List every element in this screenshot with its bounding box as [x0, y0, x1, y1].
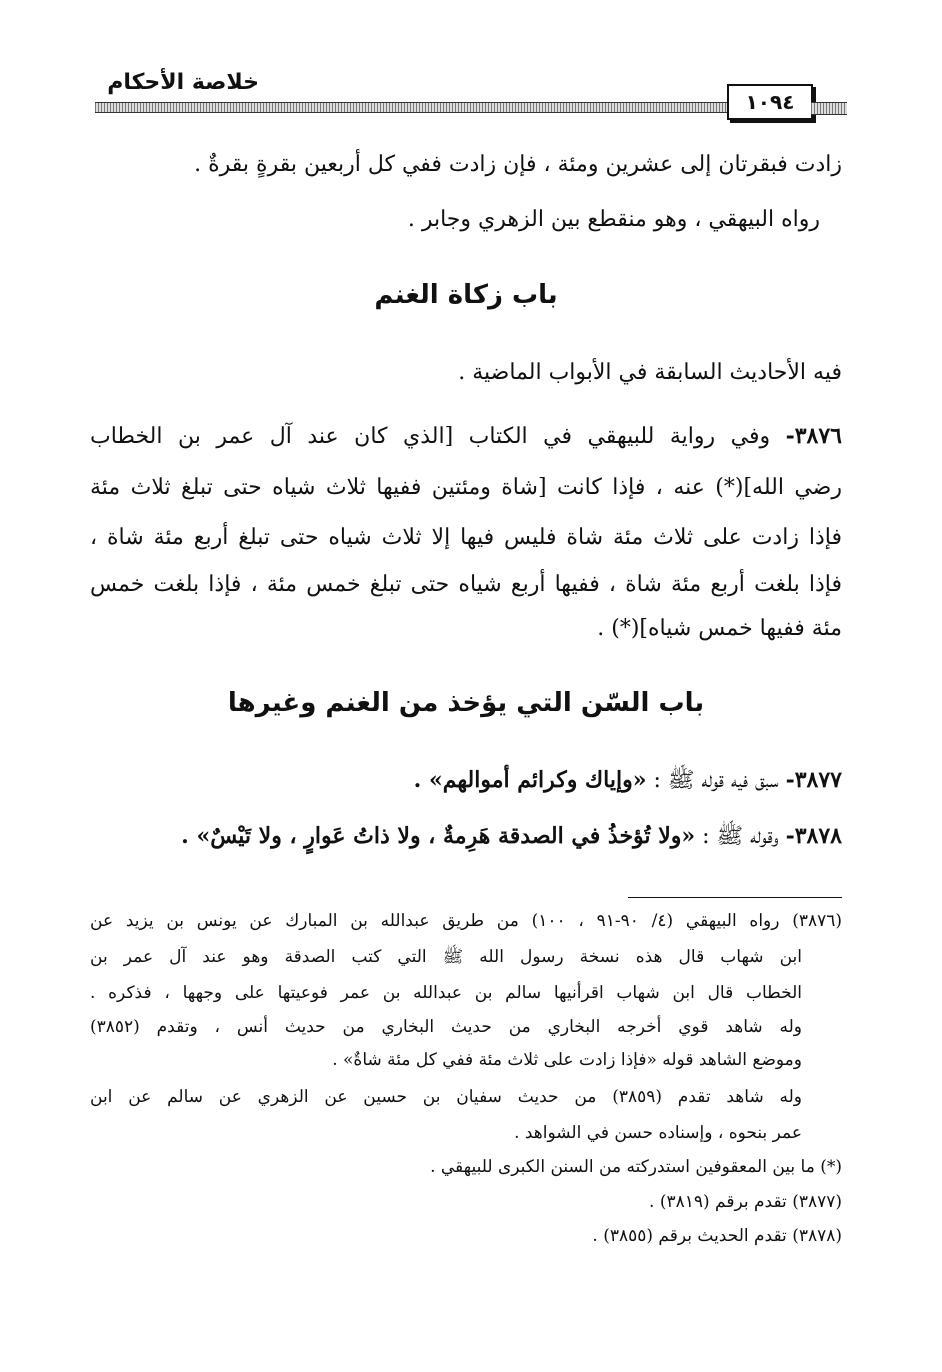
- continuation-line-2: رواه البيهقي ، وهو منقطع بين الزهري وجابر .: [407, 207, 820, 232]
- continuation-line-1: زادت فبقرتان إلى عشرين ومئة ، فإن زادت ففي كل أربعين بقرةٍ بقرةٌ .: [194, 152, 842, 177]
- hadith-prefix: سبق فيه قوله ﷺ :: [653, 768, 779, 793]
- hadith-number: ٣٨٧٦-: [785, 423, 842, 449]
- page-number: ١٠٩٤: [727, 84, 813, 120]
- hadith-3877: [90, 766, 842, 798]
- page-header: [95, 68, 847, 120]
- hadith-text: وفي رواية للبيهقي في الكتاب [الذي كان عند آل عمر بن الخطاب: [90, 424, 771, 449]
- footnote-line-7: عمر بنحوه ، وإسناده حسن في الشواهد .: [514, 1123, 802, 1143]
- footnote-separator: [628, 897, 842, 898]
- footnote-line-10: (٣٨٧٨) تقدم الحديث برقم (٣٨٥٥) .: [592, 1226, 842, 1246]
- footnote-line-1: (٣٨٧٦) رواه البيهقي (٤/ ٩٠-٩١ ، ١٠٠) من طريق عبدالله بن المبارك عن يونس بن يزيد عن: [90, 911, 843, 931]
- hadith-quote: «وإياك وكرائم أموالهم» .: [413, 767, 647, 793]
- hadith-3878: [90, 822, 842, 854]
- footnote-line-6: وله شاهد تقدم (٣٨٥٩) من حديث سفيان بن حسين عن الزهري عن سالم عن ابن: [90, 1087, 802, 1107]
- footnote-line-3: الخطاب قال ابن شهاب اقرأنيها سالم بن عبدالله بن عمر فوعيتها على وجهها ، فذكره .: [90, 983, 802, 1003]
- footnote-line-8: (*) ما بين المعقوفين استدركته من السنن الكبرى للبيهقي .: [430, 1157, 842, 1177]
- section-heading-zakat-ghanam: باب زكاة الغنم: [374, 280, 558, 310]
- footnote-line-9: (٣٨٧٧) تقدم برقم (٣٨١٩) .: [649, 1192, 842, 1212]
- section-intro: فيه الأحاديث السابقة في الأبواب الماضية .: [458, 360, 842, 385]
- hadith-3876-line-5: مئة ففيها خمس شياه](*) .: [597, 616, 842, 641]
- hadith-3876-line-1: [90, 423, 842, 449]
- hadith-3876-line-2: رضي الله](*) عنه ، فإذا كانت [شاة ومئتين ففيها ثلاث شياه حتى تبلغ ثلاث مئة: [90, 475, 842, 500]
- footnote-line-4: وله شاهد قوي أخرجه البخاري من حديث البخاري من حديث أنس ، وتقدم (٣٨٥٢): [90, 1017, 802, 1037]
- hadith-3876-line-4: فإذا بلغت أربع مئة شاة ، ففيها أربع شياه حتى تبلغ خمس مئة ، فإذا بلغت خمس: [90, 572, 842, 597]
- footnote-line-5: وموضع الشاهد قوله «فإذا زادت على ثلاث مئة ففي كل مئة شاةٌ» .: [332, 1050, 802, 1070]
- header-rule-end: [811, 102, 847, 115]
- hadith-number: ٣٨٧٧-: [785, 767, 842, 793]
- hadith-3876-line-3: فإذا زادت على ثلاث مئة شاة فليس فيها إلا ثلاث شياه حتى تبلغ أربع مئة شاة ،: [90, 525, 842, 550]
- section-heading-sinn: باب السّن التي يؤخذ من الغنم وغيرها: [227, 688, 705, 718]
- hadith-number: ٣٨٧٨-: [785, 823, 842, 849]
- hadith-quote: «ولا تُؤخذُ في الصدقة هَرِمةٌ ، ولا ذاتُ عَوارٍ ، ولا تَيْسٌ» .: [181, 823, 696, 849]
- book-title: خلاصة الأحكام: [107, 70, 259, 95]
- hadith-prefix: وقوله ﷺ :: [702, 824, 779, 849]
- header-rule: [95, 102, 791, 113]
- footnote-line-2: ابن شهاب قال هذه نسخة رسول الله ﷺ التي كتب الصدقة وهو عند آل عمر بن: [90, 947, 802, 967]
